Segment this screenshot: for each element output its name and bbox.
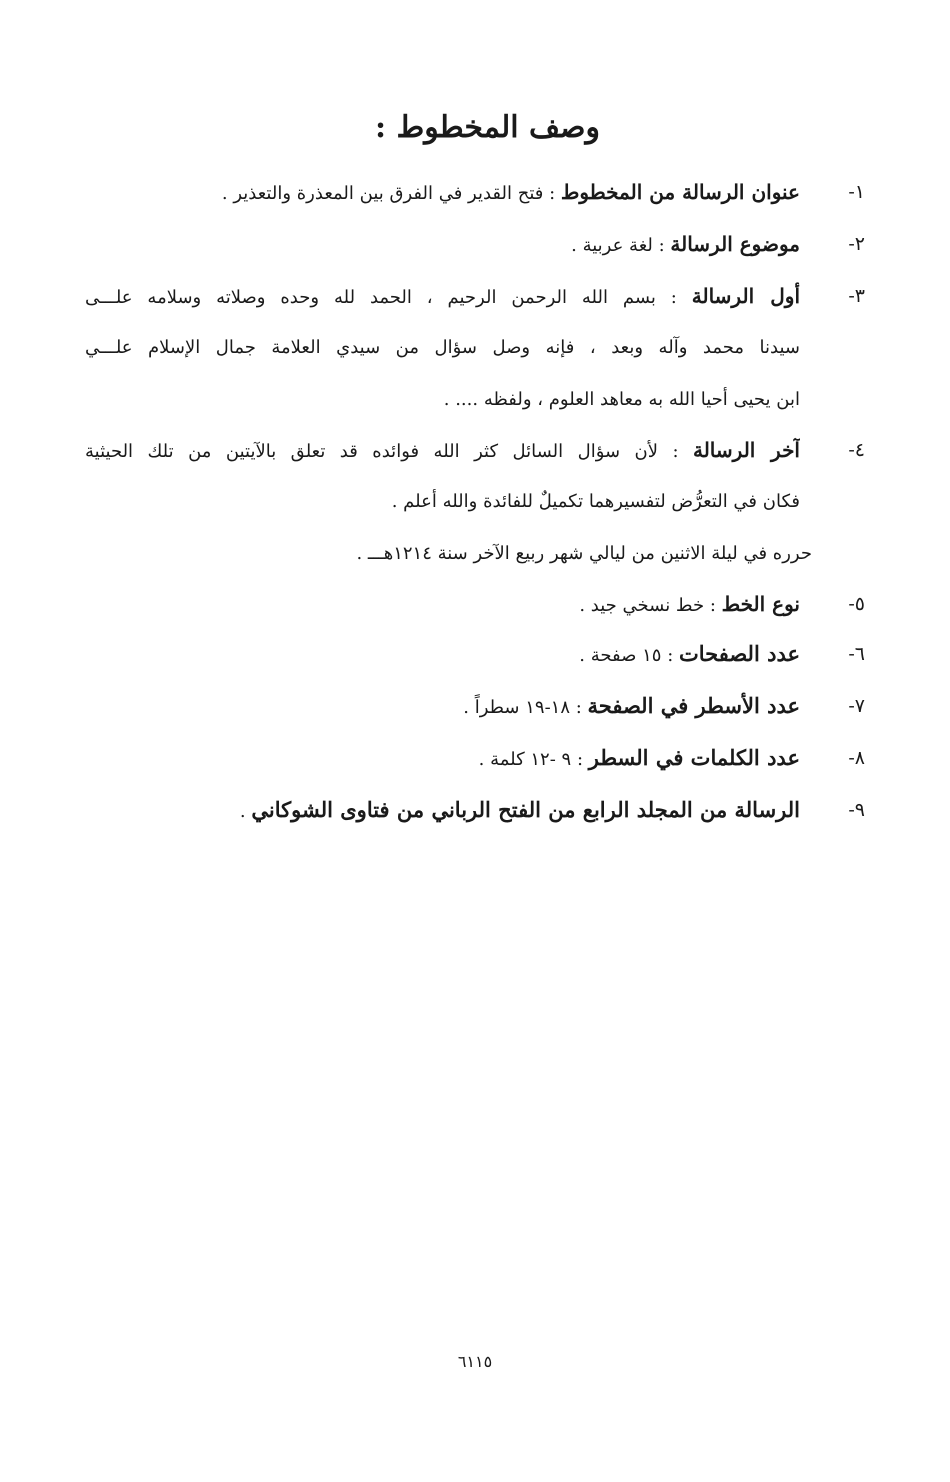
- item-continuation-line: سيدنا محمد وآله وبعد ، فإنه وصل سؤال من سيدي العلامة جمال الإسلام علـــي: [85, 337, 800, 358]
- item-line: [105, 218, 800, 270]
- item-number: ٥-: [848, 593, 865, 615]
- item-line: [105, 680, 800, 732]
- item-label: عنوان الرسالة من المخطوط: [560, 180, 800, 204]
- item-label: الرسالة من المجلد الرابع من الفتح الرباني من فتاوى الشوكاني: [251, 797, 800, 822]
- item-text: : ٩ -١٢ كلمة .: [478, 749, 589, 770]
- item-number: ٦-: [848, 643, 865, 665]
- item-line: [85, 424, 800, 476]
- item-text: : فتح القدير في الفرق بين المعذرة والتعذير .: [221, 183, 561, 204]
- item-number: ٩-: [848, 799, 865, 821]
- item-line: [105, 166, 800, 218]
- item-number: ٢-: [848, 233, 865, 255]
- item-continuation-line: ابن يحيى أحيا الله به معاهد العلوم ، ولفظه .... .: [443, 389, 800, 410]
- item-number: ٣-: [848, 285, 865, 307]
- item-label: موضوع الرسالة: [670, 232, 800, 256]
- item-colophon-line: حرره في ليلة الاثنين من ليالي شهر ربيع الآخر سنة ١٢١٤هـــ .: [356, 543, 812, 564]
- item-label: آخر الرسالة: [692, 438, 800, 462]
- item-label: عدد الأسطر في الصفحة: [587, 693, 800, 718]
- item-line: [85, 270, 800, 322]
- item-continuation-line: فكان في التعرُّض لتفسيرهما تكميلٌ للفائدة والله أعلم .: [391, 491, 800, 512]
- item-text: : لغة عربية .: [571, 235, 671, 256]
- item-number: ٤-: [848, 439, 865, 461]
- item-text: : خط نسخي جيد .: [579, 595, 722, 616]
- item-label: نوع الخط: [721, 592, 800, 616]
- item-label: عدد الصفحات: [678, 641, 800, 666]
- item-text: : ١٥ صفحة .: [579, 645, 679, 666]
- item-line: [105, 628, 800, 680]
- item-text: : ١٨-١٩ سطراً .: [463, 697, 588, 718]
- item-line: [105, 732, 800, 784]
- page-title: وصف المخطوط :: [374, 110, 600, 145]
- page-number: ٦١١٥: [457, 1352, 493, 1371]
- item-text: .: [239, 801, 252, 822]
- item-text: : بسم الله الرحمن الرحيم ، الحمد لله وحده وصلاته وسلامه علـــى: [85, 287, 692, 308]
- item-line: [105, 578, 800, 630]
- item-text: : لأن سؤال السائل كثر الله فوائده قد تعلق بالآيتين من تلك الحيثية: [85, 441, 693, 462]
- item-line: [105, 784, 800, 836]
- item-number: ٧-: [848, 695, 865, 717]
- item-label: أول الرسالة: [691, 284, 800, 308]
- item-number: ٨-: [848, 747, 865, 769]
- item-label: عدد الكلمات في السطر: [588, 745, 800, 770]
- item-number: ١-: [848, 181, 865, 203]
